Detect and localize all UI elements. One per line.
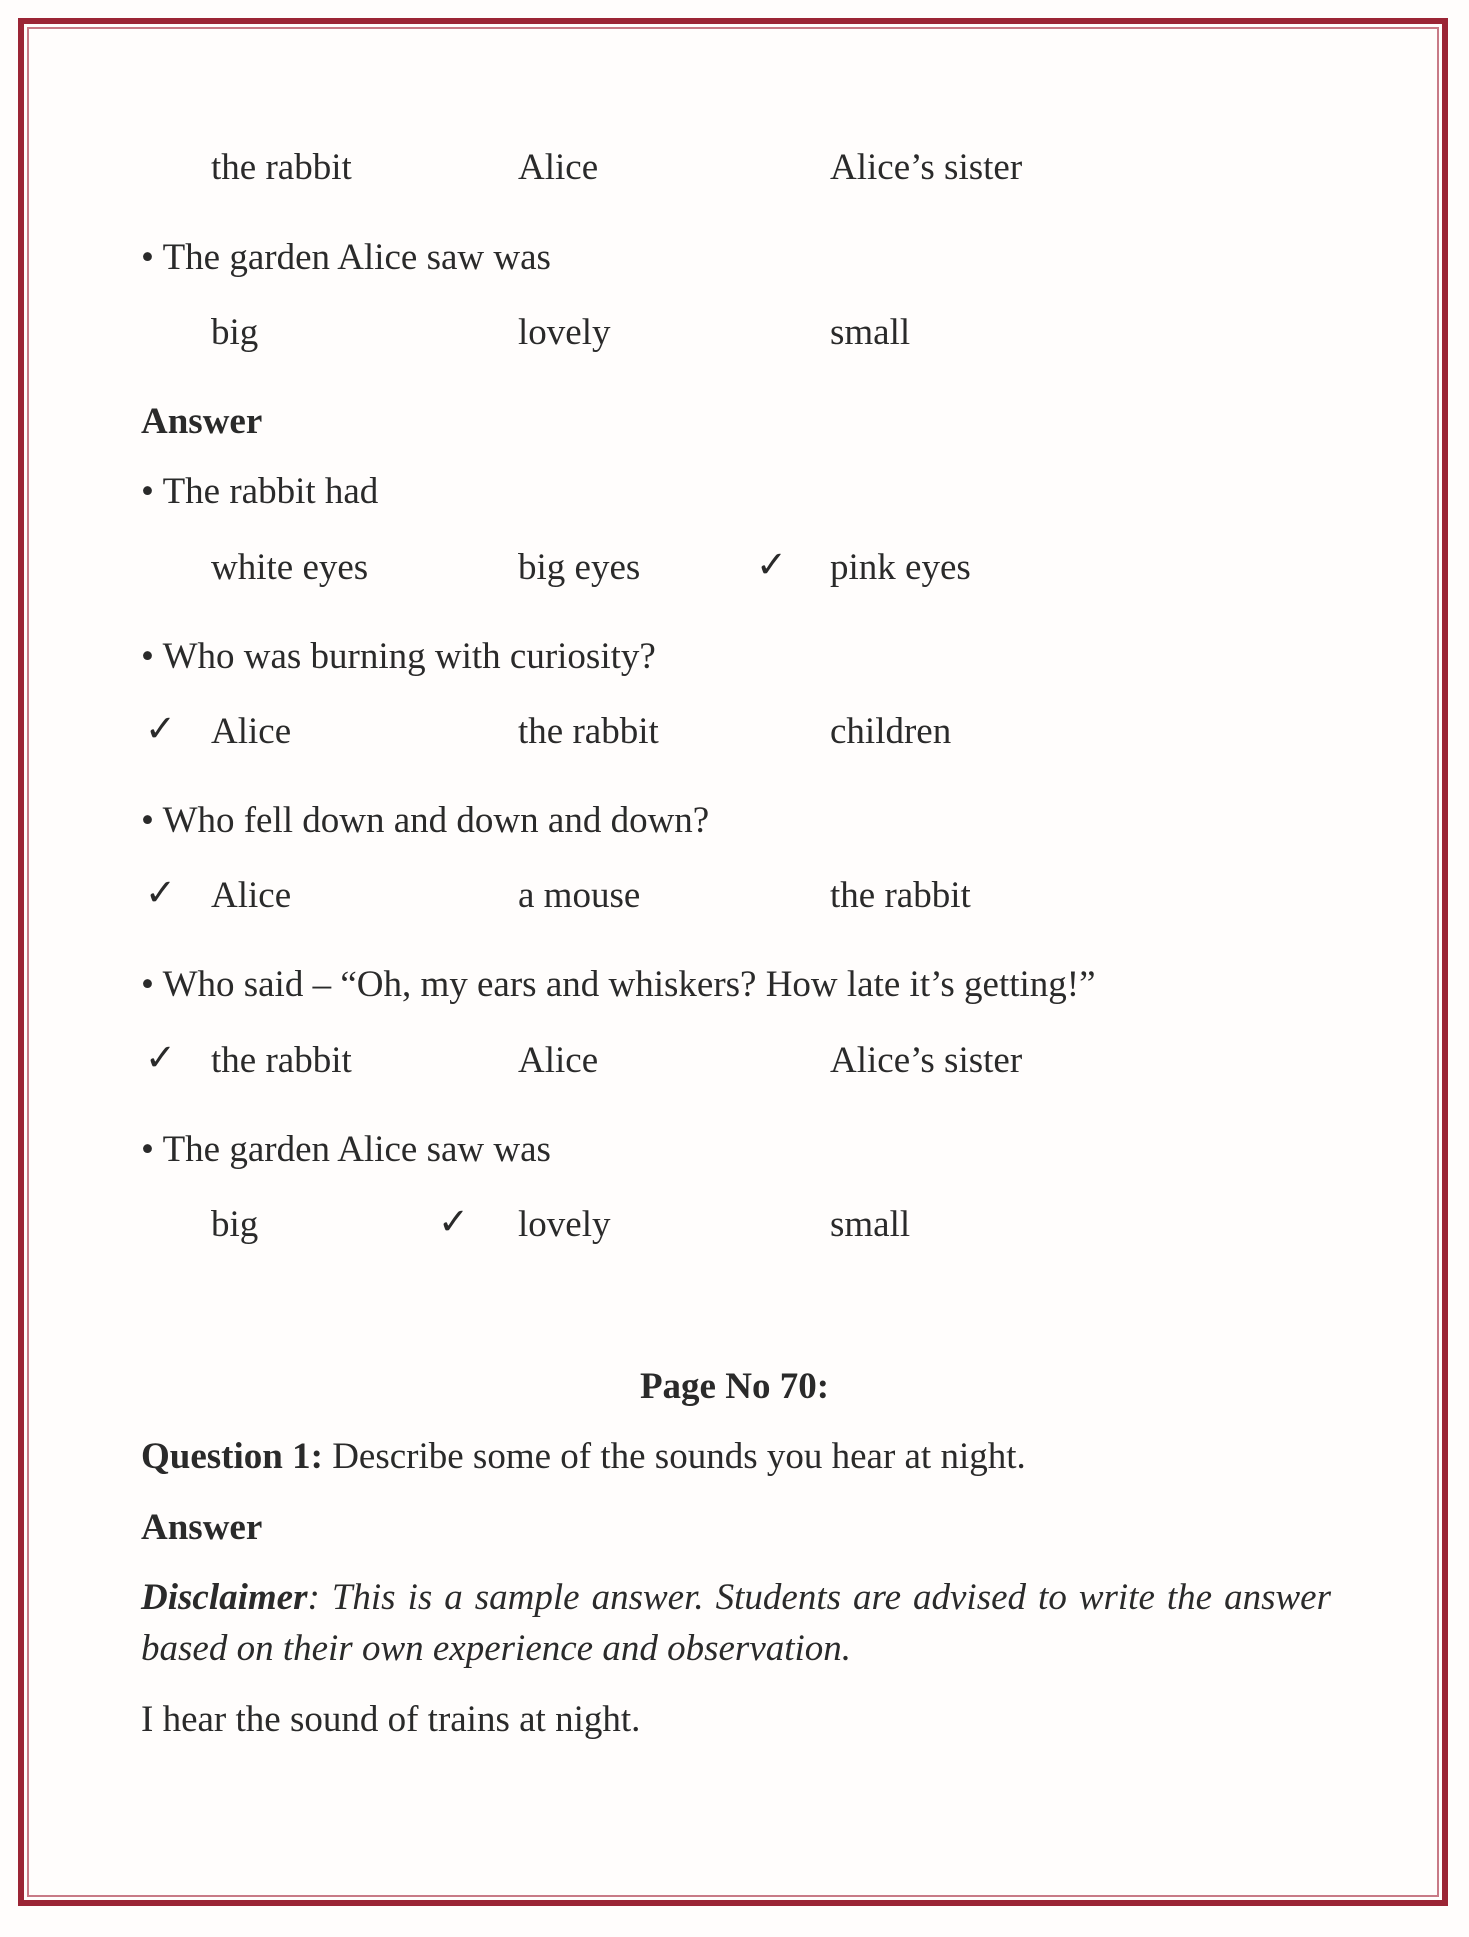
question xyxy=(141,1128,551,1172)
page-heading: Page No 70: xyxy=(639,1366,830,1407)
check-mark-icon: ✓ xyxy=(145,709,177,750)
question-text: Who was burning with curiosity? xyxy=(162,636,656,677)
option-correct: Alice xyxy=(211,711,292,752)
bullet: • xyxy=(141,1129,154,1170)
option: Alice xyxy=(518,147,599,188)
check-mark-icon: ✓ xyxy=(145,1038,177,1079)
option: small xyxy=(830,312,911,353)
option-correct: the rabbit xyxy=(211,1040,352,1081)
option: a mouse xyxy=(518,875,641,916)
check-mark-icon: ✓ xyxy=(438,1202,470,1243)
question xyxy=(141,799,709,843)
check-mark-icon: ✓ xyxy=(145,873,177,914)
option: Alice’s sister xyxy=(830,1040,1023,1081)
question-1 xyxy=(141,1435,1026,1479)
bullet: • xyxy=(141,800,154,841)
question-text: The garden Alice saw was xyxy=(162,1129,551,1170)
option: big xyxy=(211,312,259,353)
check-mark-icon: ✓ xyxy=(756,545,788,586)
question-text: The garden Alice saw was xyxy=(162,237,551,278)
question xyxy=(141,635,656,679)
option: big xyxy=(211,1204,259,1245)
option: small xyxy=(830,1204,911,1245)
disclaimer xyxy=(141,1572,1331,1674)
disclaimer-text: : This is a sample answer. Students are advised to write the answer based on their own experience and observation. xyxy=(141,1577,1331,1669)
question-text: The rabbit had xyxy=(162,471,379,512)
option-correct: lovely xyxy=(518,1204,611,1245)
bullet: • xyxy=(141,964,154,1005)
bullet: • xyxy=(141,471,154,512)
question xyxy=(141,236,551,280)
bullet: • xyxy=(141,237,154,278)
question xyxy=(141,963,1096,1007)
question-text: Who fell down and down and down? xyxy=(162,800,710,841)
option: the rabbit xyxy=(830,875,971,916)
option-correct: Alice xyxy=(211,875,292,916)
answer-heading: Answer xyxy=(141,1507,263,1548)
option: the rabbit xyxy=(211,147,352,188)
question-text: Describe some of the sounds you hear at night. xyxy=(322,1436,1026,1477)
option: Alice’s sister xyxy=(830,147,1023,188)
option: children xyxy=(830,711,952,752)
option: the rabbit xyxy=(518,711,659,752)
bullet: • xyxy=(141,636,154,677)
option: white eyes xyxy=(211,547,369,588)
answer-text: I hear the sound of trains at night. xyxy=(141,1699,641,1740)
answer-heading: Answer xyxy=(141,401,263,442)
question xyxy=(141,470,378,514)
question-label: Question 1: xyxy=(141,1436,323,1477)
option: big eyes xyxy=(518,547,641,588)
option-correct: pink eyes xyxy=(830,547,971,588)
option: Alice xyxy=(518,1040,599,1081)
option: lovely xyxy=(518,312,611,353)
disclaimer-label: Disclaimer xyxy=(141,1577,308,1618)
question-text: Who said – “Oh, my ears and whiskers? How late it’s getting!” xyxy=(162,964,1096,1005)
